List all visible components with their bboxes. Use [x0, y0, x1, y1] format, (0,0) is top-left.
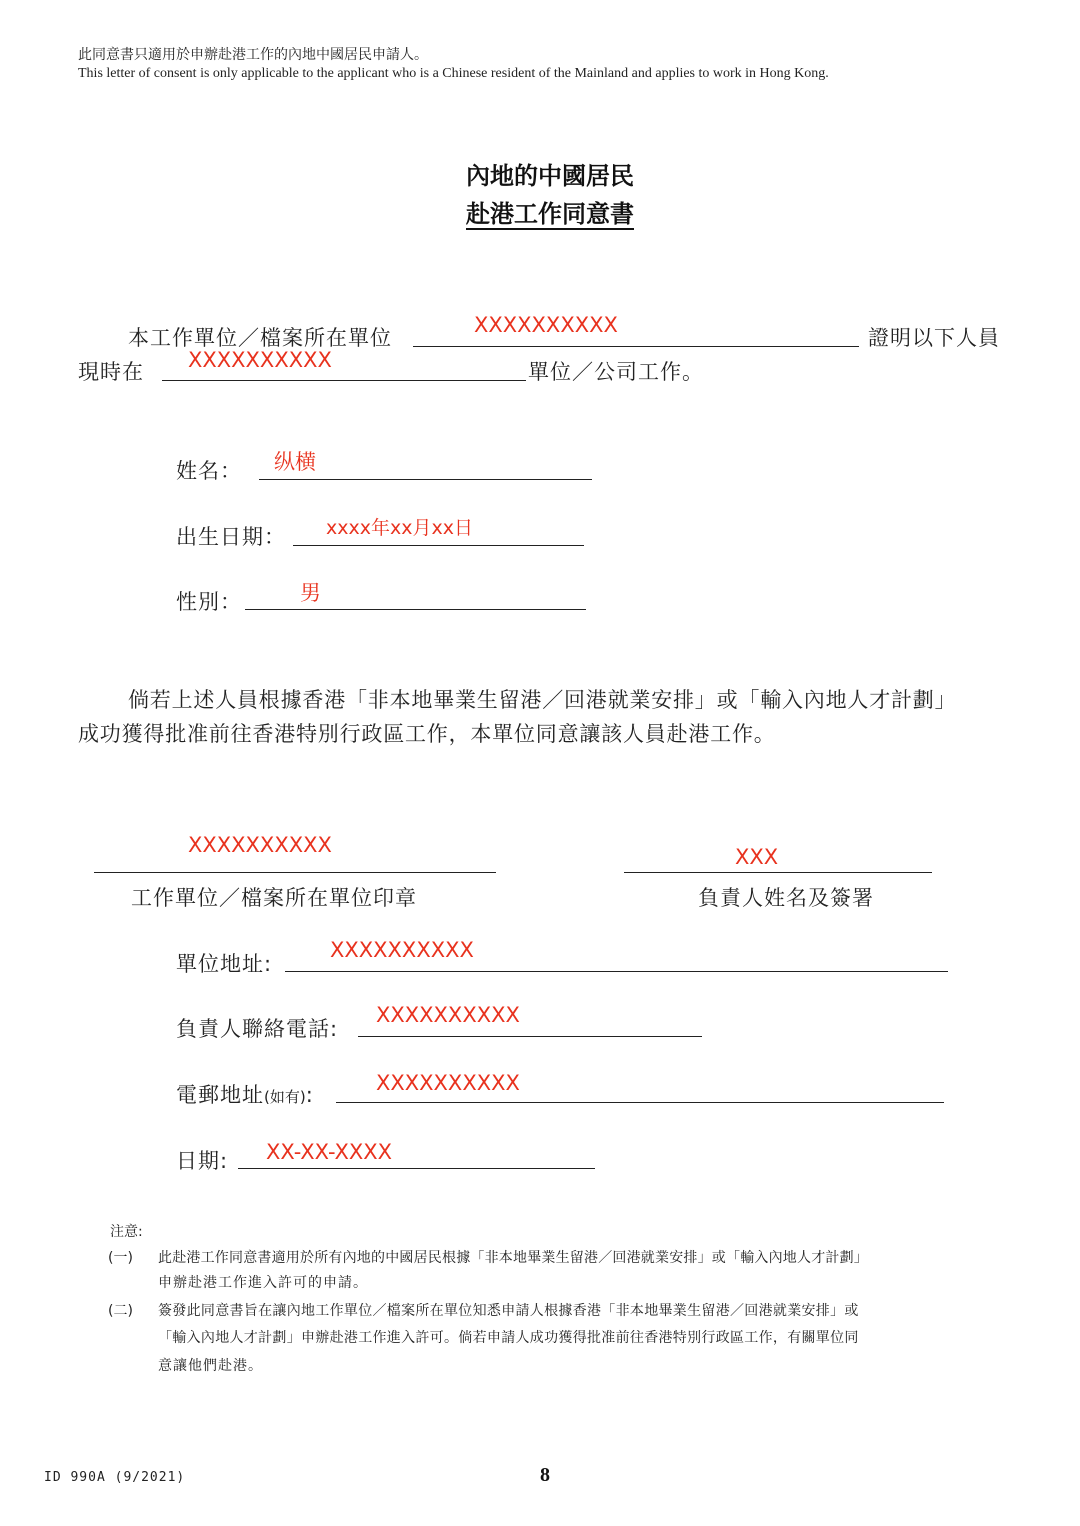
- dob-label: 出生日期：: [176, 525, 286, 549]
- seal-value[interactable]: XXXXXXXXXX: [188, 833, 332, 857]
- dob-value[interactable]: xxxx年xx月xx日: [326, 517, 473, 539]
- note-2-number: (二): [108, 1303, 133, 1319]
- email-colon: :: [305, 1083, 314, 1107]
- email-note: (如有): [264, 1088, 306, 1106]
- intro-text-1: 本工作單位／檔案所在單位: [128, 326, 392, 350]
- note-2-line2: 「輸入內地人才計劃」申辦赴港工作進入許可。倘若申請人成功獲得批准前往香港特別行政區工作，有關單位同: [158, 1330, 859, 1346]
- intro-text-3: 現時在: [78, 360, 144, 384]
- dob-line: [293, 545, 584, 546]
- date-label: 日期:: [176, 1149, 229, 1173]
- sex-label: 性別：: [176, 590, 242, 614]
- phone-label: 負責人聯絡電話:: [176, 1017, 339, 1041]
- note-2-line3: 意讓他們赴港。: [158, 1358, 263, 1374]
- header-notice-zh: 此同意書只適用於申辦赴港工作的內地中國居民申請人。: [78, 47, 428, 63]
- sex-line: [245, 609, 586, 610]
- form-code: ID 990A (9/2021): [44, 1470, 186, 1485]
- phone-line: [358, 1036, 702, 1037]
- seal-label: 工作單位／檔案所在單位印章: [131, 886, 417, 910]
- name-label: 姓名：: [176, 459, 242, 483]
- name-line: [259, 479, 592, 480]
- email-line: [336, 1102, 944, 1103]
- responsible-person-line: [624, 872, 932, 873]
- email-label: 電郵地址: [176, 1083, 264, 1107]
- address-label: 單位地址:: [176, 952, 273, 976]
- email-value[interactable]: XXXXXXXXXX: [376, 1071, 520, 1095]
- sex-value[interactable]: 男: [300, 581, 321, 605]
- document-title-line2-text: 赴港工作同意書: [466, 200, 634, 228]
- unit-line: [413, 346, 859, 347]
- notes-title: 注意:: [110, 1224, 143, 1240]
- name-value[interactable]: 纵横: [274, 450, 316, 474]
- consent-line-2: 成功獲得批准前往香港特別行政區工作，本單位同意讓該人員赴港工作。: [78, 722, 776, 746]
- consent-line-1: 倘若上述人員根據香港「非本地畢業生留港／回港就業安排」或「輸入內地人才計劃」: [128, 688, 957, 712]
- document-title-line2: [0, 194, 1080, 229]
- company-line: [162, 380, 526, 381]
- date-line: [238, 1168, 595, 1169]
- address-value[interactable]: XXXXXXXXXX: [330, 938, 474, 962]
- intro-text-4: 單位／公司工作。: [528, 360, 704, 384]
- note-1-line1: 此赴港工作同意書適用於所有內地的中國居民根據「非本地畢業生留港／回港就業安排」或「輸入內地人才計劃」: [158, 1250, 868, 1266]
- seal-line: [94, 872, 496, 873]
- note-1-line2: 申辦赴港工作進入許可的申請。: [158, 1275, 368, 1291]
- header-notice-en: This letter of consent is only applicable to the applicant who is a Chinese resident of the Mainland and applies to work in Hong Kong.: [78, 66, 829, 81]
- note-1-number: (一): [108, 1250, 133, 1266]
- note-2-line1: 簽發此同意書旨在讓內地工作單位／檔案所在單位知悉申請人根據香港「非本地畢業生留港／回港就業安排」或: [158, 1303, 859, 1319]
- unit-value[interactable]: XXXXXXXXXX: [474, 313, 618, 337]
- responsible-person-label: 負責人姓名及簽署: [698, 886, 874, 910]
- responsible-person-value[interactable]: XXX: [735, 845, 779, 869]
- document-title-line1: 內地的中國居民: [466, 162, 634, 190]
- intro-text-2: 證明以下人員: [868, 326, 1000, 350]
- email-label-group: [176, 1079, 314, 1109]
- date-value[interactable]: XX-XX-XXXX: [266, 1140, 393, 1164]
- phone-value[interactable]: XXXXXXXXXX: [376, 1003, 520, 1027]
- address-line: [285, 971, 948, 972]
- company-value[interactable]: XXXXXXXXXX: [188, 348, 332, 372]
- page-number: 8: [540, 1464, 550, 1486]
